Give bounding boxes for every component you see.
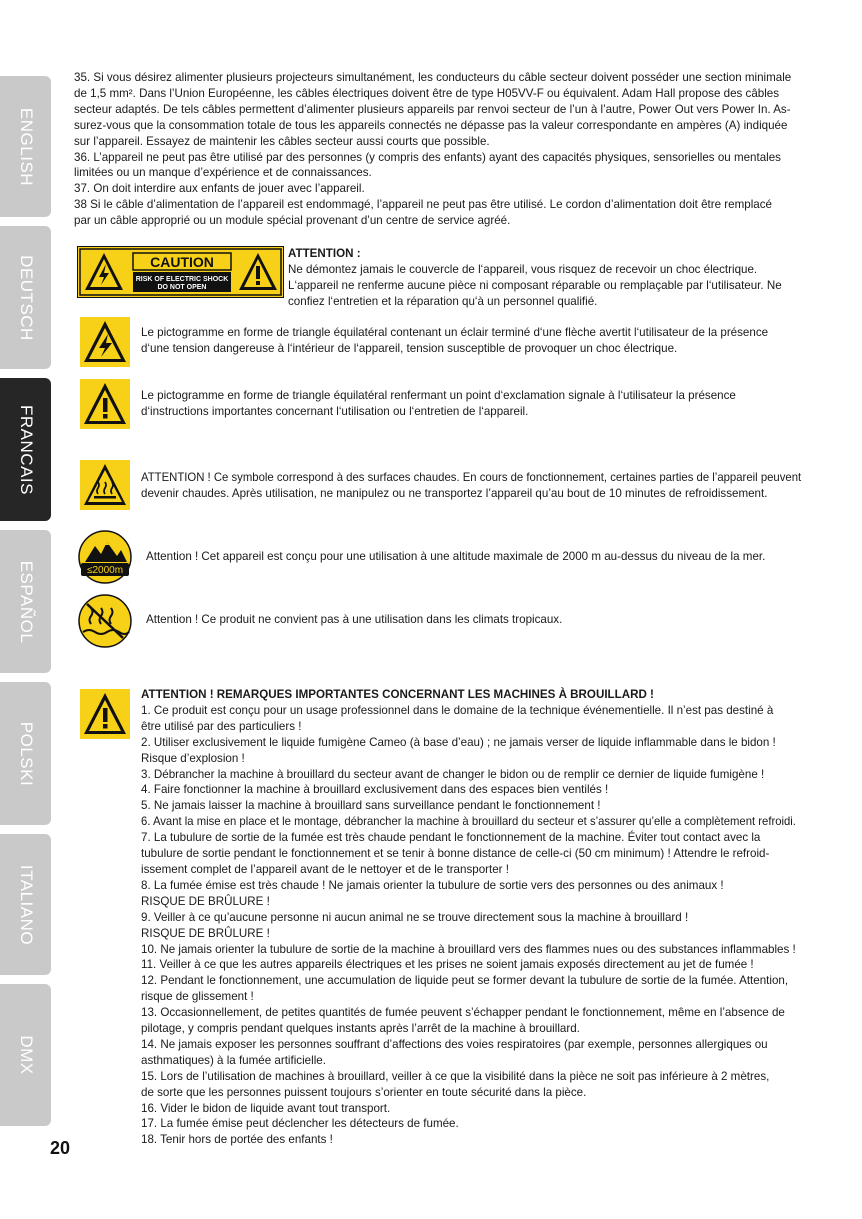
text-line: par un câble approprié ou un module spécial provenant d’un centre de service agréé.: [74, 214, 511, 228]
text-line: 36. L’appareil ne peut pas être utilisé par des personnes (y compris des enfants) ayant des capacités physiques, sensorielles ou mentales: [74, 150, 781, 164]
text-line: 10. Ne jamais orienter la tubulure de sortie de la machine à brouillard vers des flammes nues ou des substances inflammables !: [141, 942, 796, 956]
text-line: 6. Avant la mise en place et le montage, débrancher la machine à brouillard du secteur et s’assurer qu’elle a complètement refroidi.: [141, 815, 796, 829]
text-line: d‘une tension dangereuse à l‘intérieur de l‘appareil, tension susceptible de provoquer un choc électrique.: [141, 341, 678, 355]
caution-line2: DO NOT OPEN: [157, 284, 207, 291]
text-line: Le pictogramme en forme de triangle équilatéral contenant un éclair terminé d‘une flèche avertit l‘utilisateur de la présence: [141, 326, 769, 339]
safety-items-35-38: [74, 70, 797, 229]
hot-surface-icon: [80, 460, 130, 510]
text-line: RISQUE DE BRÛLURE !: [141, 926, 270, 940]
page-number: 20: [50, 1138, 71, 1158]
text-line: 9. Veiller à ce qu’aucune personne ni aucun animal ne se trouve directement sous la machine à brouillard !: [141, 910, 689, 924]
symbol-description: [141, 470, 801, 502]
symbol-description: [146, 549, 806, 565]
text-line: 5. Ne jamais laisser la machine à brouillard sans surveillance pendant le fonctionnement !: [141, 799, 601, 813]
text-line: 38 Si le câble d’alimentation de l’appareil est endommagé, l’appareil ne peut pas être utilisé. Le cordon d’alimentation doit être remplacé: [74, 198, 772, 212]
fog-warning-triangle-icon: [80, 689, 130, 739]
text-line: Le pictogramme en forme de triangle équilatéral renfermant un point d‘exclamation signale à l‘utilisateur la présence: [141, 389, 736, 402]
tab-dmx[interactable]: [0, 984, 51, 1126]
text-line: 15. Lors de l’utilisation de machines à brouillard, veiller à ce que la visibilité dans la pièce ne soit pas inférieure à 2 mètres,: [141, 1069, 770, 1083]
text-line: 1. Ce produit est conçu pour un usage professionnel dans le domaine de la technique événementielle. Il n’est pas destiné à: [141, 703, 774, 717]
text-line: 16. Vider le bidon de liquide avant tout transport.: [141, 1101, 391, 1115]
text-line: risque de glissement !: [141, 990, 254, 1004]
tab-label: ITALIANO: [16, 864, 36, 945]
text-line: 18. Tenir hors de portée des enfants !: [141, 1133, 333, 1147]
text-line: ATTENTION ! Ce symbole correspond à des surfaces chaudes. En cours de fonctionnement, certaines parties de l’appareil peuvent: [141, 471, 802, 484]
text-line: sur l’appareil. Essayez de maintenir les câbles secteur aussi courts que possible.: [74, 134, 490, 148]
tab-label: DEUTSCH: [16, 254, 36, 341]
tropical-climate-icon: [77, 594, 133, 648]
tab-english[interactable]: [0, 76, 51, 217]
text-line: 8. La fumée émise est très chaude ! Ne jamais orienter la tubulure de sortie vers des personnes ou des animaux !: [141, 878, 724, 892]
attention-block: [288, 246, 798, 310]
exclamation-triangle-icon: [80, 379, 130, 429]
text-line: de sorte que les personnes puissent toujours s’orienter en toute sécurité dans la pièce.: [141, 1085, 587, 1099]
symbol-description: [141, 388, 801, 420]
altitude-badge: ≤2000m: [86, 565, 124, 576]
tab-italiano[interactable]: [0, 834, 51, 975]
text-line: être utilisé par des particuliers !: [141, 719, 302, 733]
lightning-triangle-icon: [80, 317, 130, 367]
text-line: 2. Utiliser exclusivement le liquide fumigène Cameo (à base d’eau) ; ne jamais verser de liquide inflammable dans le bidon !: [141, 735, 776, 749]
text-line: issement complet de l’appareil avant de le nettoyer et de le transporter !: [141, 862, 509, 876]
text-line: Attention ! Cet appareil est conçu pour une utilisation à une altitude maximale de 2000 m au-dessus du niveau de la mer.: [146, 550, 766, 563]
text-line: 7. La tubulure de sortie de la fumée est très chaude pendant le fonctionnement de la machine. Éviter tout contact avec la: [141, 831, 761, 845]
caution-label: [77, 246, 284, 298]
text-line: Ne démontez jamais le couvercle de l‘appareil, vous risquez de recevoir un choc électrique.: [288, 262, 758, 276]
text-line: confiez l‘entretien et la réparation qu‘à un personnel qualifié.: [288, 294, 598, 308]
tab-polski[interactable]: [0, 682, 51, 825]
text-line: 4. Faire fonctionner la machine à brouillard exclusivement dans des espaces bien ventilés !: [141, 783, 609, 797]
symbol-description: [146, 612, 806, 628]
text-line: pilotage, y compris pendant quelques instants après l’arrêt de la machine à brouillard.: [141, 1022, 580, 1036]
text-line: Attention ! Ce produit ne convient pas à une utilisation dans les climats tropicaux.: [146, 613, 563, 626]
tab-label: ESPAÑOL: [16, 560, 36, 643]
text-line: de 1,5 mm². Dans l’Union Européenne, les câbles électriques doivent être de type H05VV-F ou équivalent. Adam Hall propose des câbles: [74, 86, 780, 100]
text-line: Risque d’explosion !: [141, 751, 245, 765]
text-line: 14. Ne jamais exposer les personnes souffrant d’affections des voies respiratoires (par exemple, personnes allergiques ou: [141, 1037, 768, 1051]
text-line: L‘appareil ne renferme aucune pièce ni composant réparable ou remplaçable par l‘utilisateur. Ne: [288, 278, 782, 292]
text-line: limitées ou un manque d’expérience et de connaissances.: [74, 166, 372, 180]
tab-label: FRANCAIS: [16, 404, 36, 495]
text-line: tubulure de sortie pendant le fonctionnement et se tenir à bonne distance de celle-ci (50 cm minimum) ! Attendre le refroid-: [141, 847, 770, 861]
fog-machine-remarks: [141, 687, 796, 1148]
tab-label: ENGLISH: [16, 107, 36, 186]
text-line: 35. Si vous désirez alimenter plusieurs projecteurs simultanément, les conducteurs du câble secteur doivent posséder une section minimale: [74, 71, 792, 84]
text-line: RISQUE DE BRÛLURE !: [141, 894, 270, 908]
attention-heading: ATTENTION :: [288, 247, 361, 260]
tab-label: DMX: [16, 1035, 36, 1075]
text-line: 13. Occasionnellement, de petites quantités de fumée peuvent s’échapper pendant le fonctionnement, même en l’absence de: [141, 1006, 785, 1020]
text-line: asthmatiques) à la fumée artificielle.: [141, 1053, 326, 1067]
text-line: surez-vous que la consommation totale de tous les appareils connectés ne dépasse pas la valeur correspondante en ampères (A) indiquée: [74, 118, 788, 132]
tab-espanol[interactable]: [0, 530, 51, 673]
fog-heading: ATTENTION ! REMARQUES IMPORTANTES CONCERNANT LES MACHINES À BROUILLARD !: [141, 688, 654, 701]
text-line: d‘instructions importantes concernant l‘utilisation ou l‘entretien de l‘appareil.: [141, 404, 529, 418]
tab-deutsch[interactable]: [0, 226, 51, 369]
text-line: 3. Débrancher la machine à brouillard du secteur avant de changer le bidon ou de remplir ce dernier de liquide fumigène !: [141, 767, 765, 781]
text-line: 17. La fumée émise peut déclencher les détecteurs de fumée.: [141, 1117, 459, 1131]
text-line: secteur adaptés. De tels câbles permettent d’alimenter plusieurs appareils par renvoi secteur de l’un à l’autre, Power Out vers Power In. As-: [74, 102, 791, 116]
text-line: 12. Pendant le fonctionnement, une accumulation de liquide peut se former devant la tubulure de sortie de la fumée. Attention,: [141, 974, 789, 988]
caution-title: CAUTION: [150, 254, 214, 270]
tab-francais[interactable]: [0, 378, 51, 521]
text-line: 11. Veiller à ce que les autres appareils électriques et les prises ne soient jamais exposés directement au jet de fumée !: [141, 958, 754, 972]
text-line: 37. On doit interdire aux enfants de jouer avec l’appareil.: [74, 182, 365, 196]
symbol-description: [141, 325, 801, 357]
caution-line1: RISK OF ELECTRIC SHOCK: [135, 276, 229, 283]
tab-label: POLSKI: [16, 721, 36, 786]
text-line: devenir chaudes. Après utilisation, ne manipulez ou ne transportez l’appareil qu’au bout de 10 minutes de refroidissement.: [141, 486, 768, 500]
altitude-icon: [77, 530, 133, 584]
